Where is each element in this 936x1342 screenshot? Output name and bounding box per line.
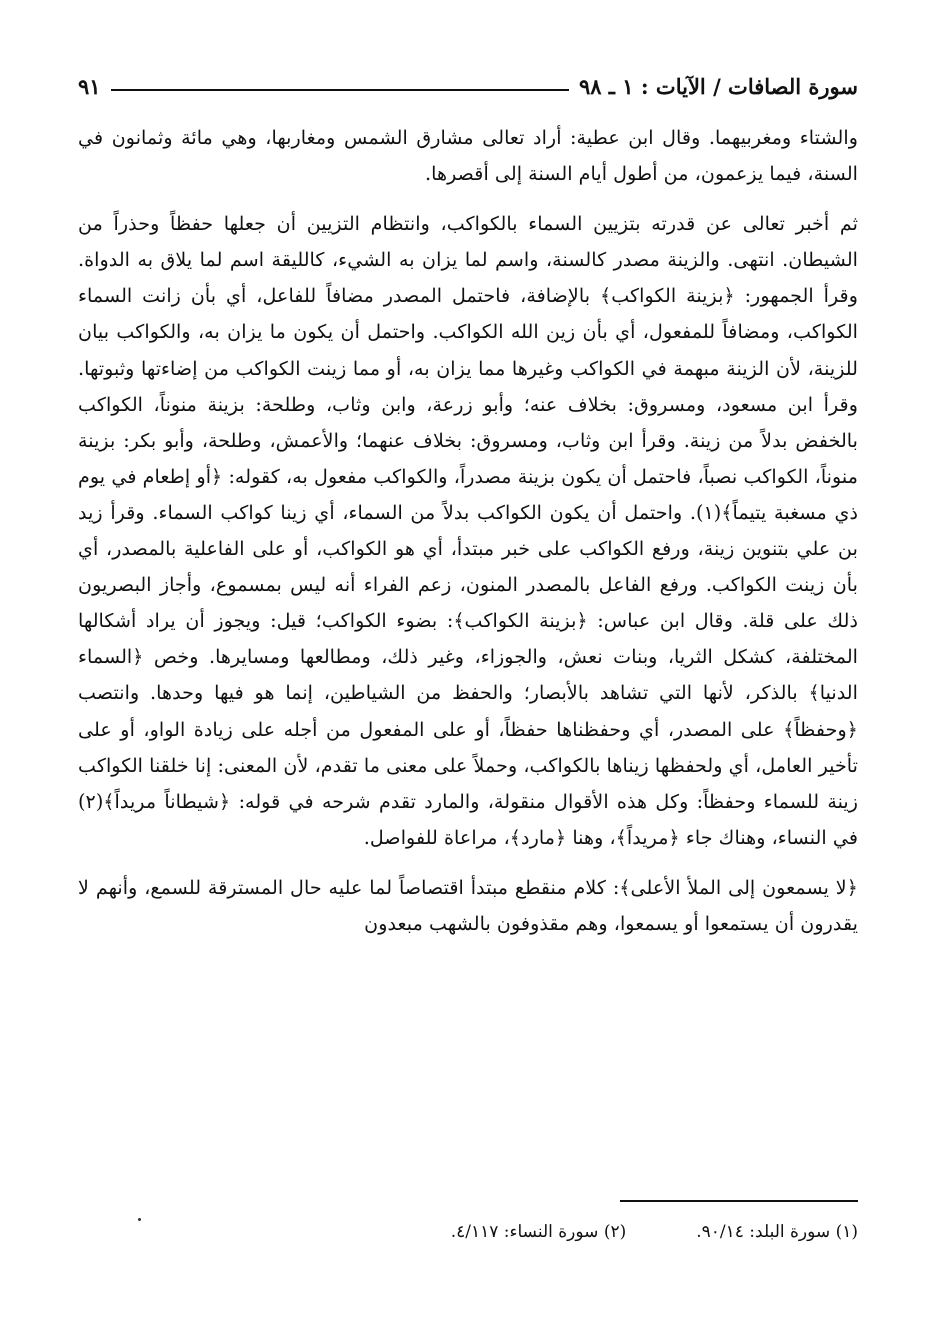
header-rule (111, 89, 569, 91)
scan-speck (138, 1218, 141, 1221)
footnotes (300, 1222, 858, 1242)
paragraph-1: والشتاء ومغربيهما. وقال ابن عطية: أراد تعالى مشارق الشمس ومغاربها، وهي مائة وثمانون في السنة، فيما يزعمون، من أطول أيام السنة إلى أقصرها. (78, 126, 858, 186)
body-text (78, 120, 858, 942)
paragraph-2: ثم أخبر تعالى عن قدرته بتزيين السماء بالكواكب، وانتظام التزيين أن جعلها حفظاً وحذراً من الشيطان. انتهى. والزينة مصدر كالسنة، واسم لما يزان به الشيء، كالليقة اسم لما يلاق به الدواة. وقرأ الجمهور: ﴿بزينة الكواكب﴾ بالإضافة، فاحتمل المصدر مضافاً للفاعل، أي بأن زانت السماء الكواكب، ومضافاً للمفعول، أي بأن زين الله الكواكب. واحتمل أن يكون ما يزان به، والكواكب بيان للزينة، لأن الزينة مبهمة في الكواكب وغيرها مما يزان به، أو مما زينت الكواكب من إضاءتها وثبوتها. وقرأ ابن مسعود، ومسروق: بخلاف عنه؛ وأبو زرعة، وابن وثاب، وطلحة: بزينة منوناً، الكواكب بالخفض بدلاً من زينة. وقرأ ابن وثاب، ومسروق: بخلاف عنهما؛ والأعمش، وطلحة، وأبو بكر: بزينة منوناً، الكواكب نصباً، فاحتمل أن يكون بزينة مصدراً، والكواكب مفعول به، كقوله: ﴿أو إطعام في يوم ذي مسغبة يتيماً﴾(١). واحتمل أن يكون الكواكب بدلاً من السماء، أي زينا كواكب السماء. وقرأ زيد بن علي بتنوين زينة، ورفع الكواكب على خبر مبتدأ، أي هو الكواكب، أو على الفاعلية بالمصدر، أي بأن زينت الكواكب. ورفع الفاعل بالمصدر المنون، زعم الفراء أنه ليس بمسموع، وأجاز البصريون ذلك على قلة. وقال ابن عباس: ﴿بزينة الكواكب﴾: بضوء الكواكب؛ قيل: ويجوز أن يراد أشكالها المختلفة، كشكل الثريا، وبنات نعش، والجوزاء، وغير ذلك، ومطالعها ومسايرها. وخص ﴿السماء الدنيا﴾ بالذكر، لأنها التي تشاهد بالأبصار؛ والحفظ من الشياطين، إنما هو فيها وحدها. وانتصب ﴿وحفظاً﴾ على المصدر، أي وحفظناها حفظاً، أو على المفعول من أجله على زيادة الواو، أو على تأخير العامل، أي ولحفظها زيناها بالكواكب، وحملاً على معنى ما تقدم، لأن المعنى: إنا خلقنا الكواكب زينة للسماء وحفظاً: وكل هذه الأقوال منقولة، والمارد تقدم شرحه في قوله: ﴿شيطاناً مريداً﴾(٢) في النساء، وهناك جاء ﴿مريداً﴾، وهنا ﴿مارد﴾، مراعاة للفواصل. (78, 212, 859, 849)
footnote-1: (١) سورة البلد: ٩٠/١٤. (696, 1222, 858, 1242)
header-title: سورة الصافات / الآيات : ١ ـ ٩٨ (578, 73, 858, 99)
paragraph-3: ﴿لا يسمعون إلى الملأ الأعلى﴾: كلام منقطع مبتدأ اقتصاصاً لما عليه حال المسترقة للسمع، وأنهم لا يقدرون أن يستمعوا أو يسمعوا، وهم مقذوفون بالشهب مبعدون (78, 875, 858, 935)
footnote-2: (٢) سورة النساء: ٤/١١٧. (450, 1222, 627, 1242)
page-number: ٩١ (78, 73, 101, 99)
footnote-rule (620, 1200, 858, 1202)
running-header (78, 66, 858, 106)
